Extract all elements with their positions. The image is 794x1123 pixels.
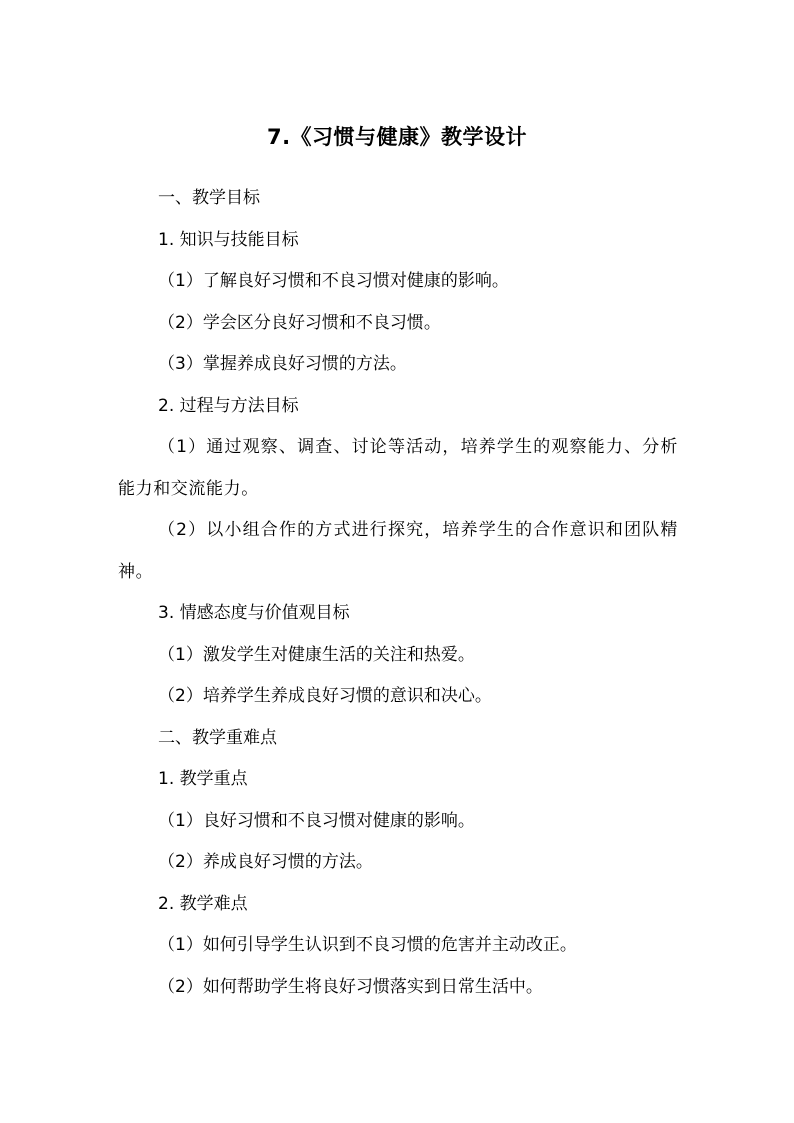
section-heading-key-difficult-points: 二、教学重难点 (158, 727, 277, 748)
subheading-key-points: 1. 教学重点 (158, 769, 248, 789)
subheading-process-methods: 2. 过程与方法目标 (158, 395, 299, 416)
document-title: 7.《习惯与健康》教学设计 (266, 125, 528, 149)
list-item: （2）培养学生养成良好习惯的意识和决心。 (158, 686, 492, 706)
subheading-difficult-points: 2. 教学难点 (158, 893, 248, 914)
list-item: （2）养成良好习惯的方法。 (158, 852, 373, 872)
subheading-knowledge-skills: 1. 知识与技能目标 (158, 229, 299, 250)
list-item: （2）学会区分良好习惯和不良习惯。 (158, 312, 441, 333)
list-item: （2）如何帮助学生将良好习惯落实到日常生活中。 (158, 976, 543, 997)
document-body (118, 178, 678, 1008)
subheading-emotion-values: 3. 情感态度与价值观目标 (158, 603, 350, 623)
list-item: （1）良好习惯和不良习惯对健康的影响。 (158, 810, 475, 831)
list-item: （1）如何引导学生认识到不良习惯的危害并主动改正。 (158, 935, 577, 955)
section-heading-objectives: 一、教学目标 (158, 188, 260, 208)
list-item-paragraph: （2）以小组合作的方式进行探究，培养学生的合作意识和团队精神。 (118, 520, 678, 582)
list-item: （1）了解良好习惯和不良习惯对健康的影响。 (158, 271, 509, 291)
list-item: （3）掌握养成良好习惯的方法。 (158, 354, 407, 374)
list-item: （1）激发学生对健康生活的关注和热爱。 (158, 644, 475, 665)
list-item-paragraph: （1）通过观察、调查、讨论等活动，培养学生的观察能力、分析能力和交流能力。 (118, 437, 678, 499)
